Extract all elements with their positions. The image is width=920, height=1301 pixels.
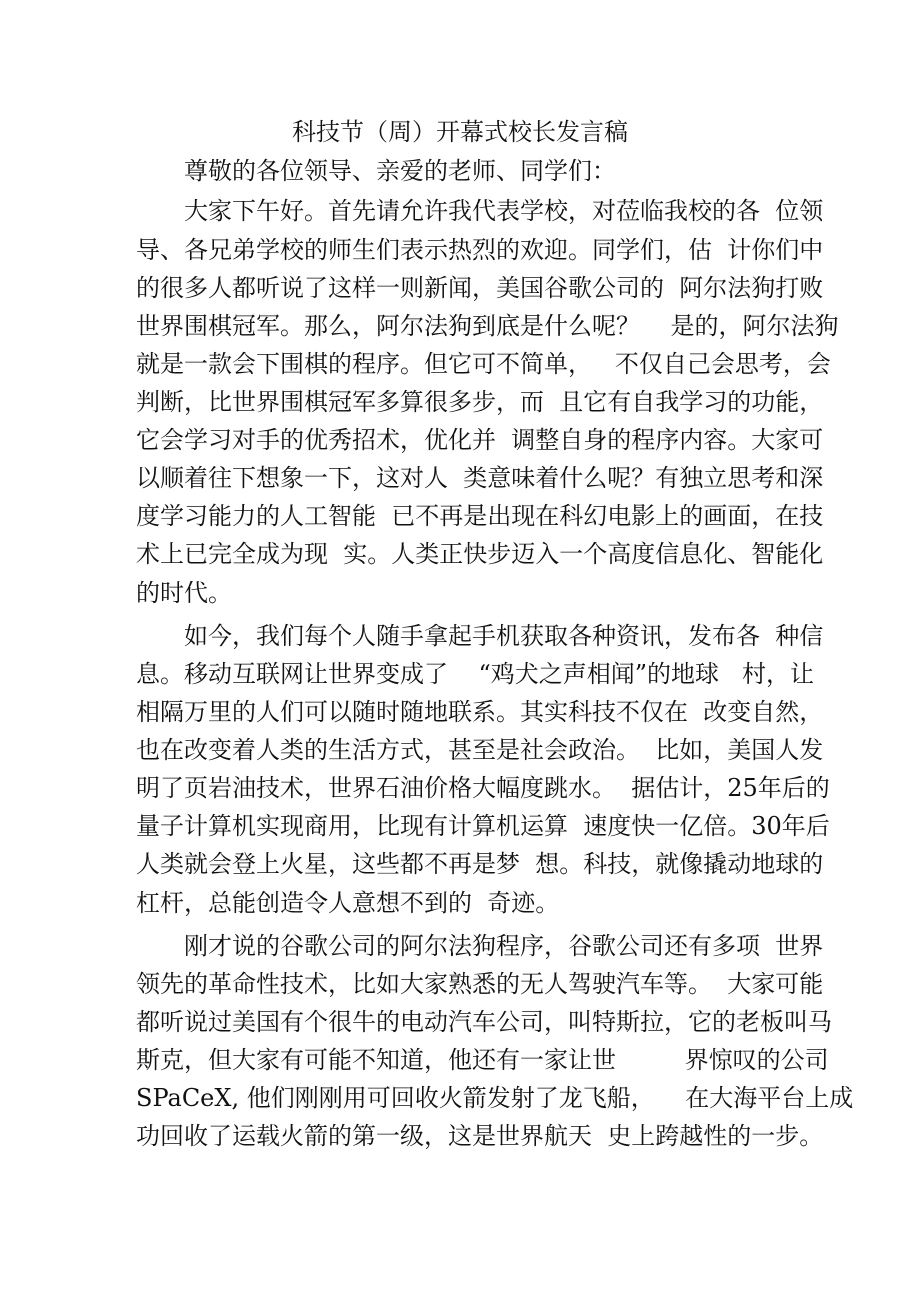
paragraph-3-line-1: 刚才说的谷歌公司的阿尔法狗程序，谷歌公司还有多项 世界 <box>184 932 824 960</box>
paragraph-2-line-8: 杠杆，总能创造令人意想不到的 奇迹。 <box>136 889 560 917</box>
paragraph-2-line-7: 人类就会登上火星，这些都不再是梦 想。科技，就像撬动地球的 <box>136 850 824 878</box>
paragraph-1-line-7: 它会学习对手的优秀招术，优化并 调整自身的程序内容。大家可 <box>136 426 824 454</box>
paragraph-2-line-3: 相隔万里的人们可以随时随地联系。其实科技不仅在 改变自然， <box>136 698 824 726</box>
paragraph-1-line-11: 的时代。 <box>136 579 232 607</box>
paragraph-3-line-5: SPaCeX, 他们刚刚用可回收火箭发射了龙飞船， 在大海平台上成 <box>136 1084 854 1112</box>
paragraph-2-line-1: 如今，我们每个人随手拿起手机获取各种资讯，发布各 种信 <box>184 622 824 650</box>
paragraph-3-line-2: 领先的革命性技术，比如大家熟悉的无人驾驶汽车等。 大家可能 <box>136 970 824 998</box>
paragraph-3-line-4: 斯克，但大家有可能不知道，他还有一家让世 界惊叹的公司 <box>136 1046 829 1074</box>
paragraph-1-line-4: 世界围棋冠军。那么，阿尔法狗到底是什么呢？ 是的，阿尔法狗 <box>136 312 839 340</box>
paragraph-2-line-2: 息。移动互联网让世界变成了 “鸡犬之声相闻”的地球 村，让 <box>136 660 814 688</box>
paragraph-1-line-6: 判断，比世界围棋冠军多算很多步，而 且它有自我学习的功能， <box>136 388 824 416</box>
salutation: 尊敬的各位领导、亲爱的老师、同学们： <box>184 157 616 185</box>
paragraph-1-line-9: 度学习能力的人工智能 已不再是出现在科幻电影上的画面，在技 <box>136 502 824 530</box>
paragraph-3-line-3: 都听说过美国有个很牛的电动汽车公司，叫特斯拉，它的老板叫马 <box>136 1008 832 1036</box>
paragraph-2-line-6: 量子计算机实现商用，比现有计算机运算 速度快一亿倍。30年后 <box>136 812 830 840</box>
document-title: 科技节（周）开幕式校长发言稿 <box>292 118 628 146</box>
paragraph-1-line-5: 就是一款会下围棋的程序。但它可不简单， 不仅自己会思考，会 <box>136 350 831 378</box>
paragraph-1-line-1: 大家下午好。首先请允许我代表学校，对莅临我校的各 位领 <box>184 197 824 225</box>
paragraph-1-line-3: 的很多人都听说了这样一则新闻，美国谷歌公司的 阿尔法狗打败 <box>136 274 824 302</box>
paragraph-1-line-8: 以顺着往下想象一下，这对人 类意味着什么呢？有独立思考和深 <box>136 464 824 492</box>
paragraph-2-line-5: 明了页岩油技术，世界石油价格大幅度跳水。 据估计，25年后的 <box>136 774 830 802</box>
paragraph-3-line-6: 功回收了运载火箭的第一级，这是世界航天 史上跨越性的一步。 <box>136 1122 824 1150</box>
paragraph-1-line-10: 术上已完全成为现 实。人类正快步迈入一个高度信息化、智能化 <box>136 540 824 568</box>
paragraph-2-line-4: 也在改变着人类的生活方式，甚至是社会政治。 比如，美国人发 <box>136 736 824 764</box>
paragraph-1-line-2: 导、各兄弟学校的师生们表示热烈的欢迎。同学们，估 计你们中 <box>136 236 824 264</box>
